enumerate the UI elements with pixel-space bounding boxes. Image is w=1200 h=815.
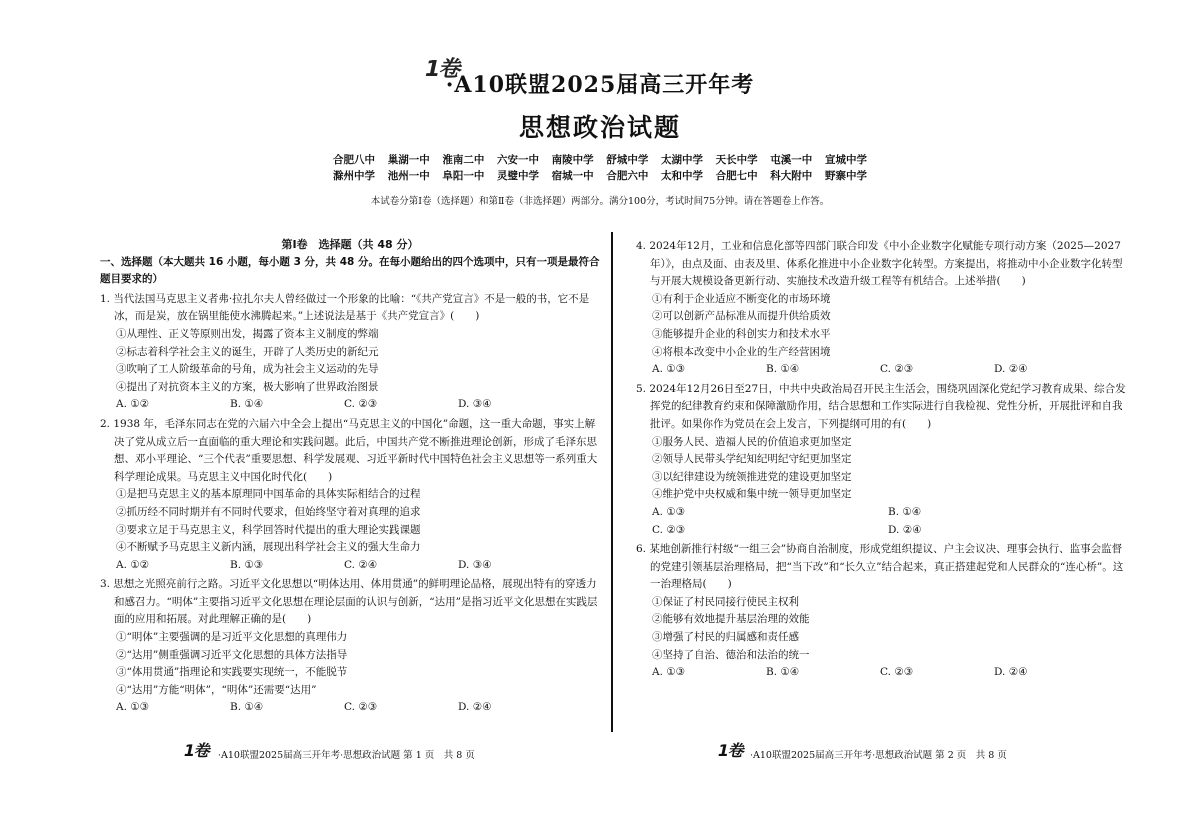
question-text: 1. 当代法国马克思主义者弗·拉扎尔夫人曾经做过一个形象的比喻：“《共产党宣言》不是一般的书，它不是冰，而是炭，放在锅里能使水沸腾起来。”上述说法是基于《共产党宣言》( ) xyxy=(100,292,590,323)
choice-a: A. ①② xyxy=(116,558,150,571)
choice-a: A. ①③ xyxy=(652,666,686,679)
footer-page-2: ·A10联盟2025届高三开年考·思想政治试题 第 2 页 共 8 页 xyxy=(750,750,1007,761)
option: ④维护党中央权威和集中统一领导更加坚定 xyxy=(652,488,852,501)
footer-page-1: ·A10联盟2025届高三开年考·思想政治试题 第 1 页 共 8 页 xyxy=(218,750,475,761)
question-1 xyxy=(100,291,600,414)
option: ①“明体”主要强调的是习近平文化思想的真理伟力 xyxy=(116,631,348,644)
question-text: 6. 某地创新推行村级“一组三会”协商自治制度，形成党组织提议、户主会议决、理事会执行、监事会监督的党建引领基层治理格局，把“当下改”和“长久立”结合起来，真正搭建起党和人民群众的“连心桥”。这一治理格局( ) xyxy=(636,543,1124,591)
choice-d: D. ③④ xyxy=(458,558,492,571)
choice-b: B. ①④ xyxy=(766,666,800,679)
answer-choices xyxy=(100,699,600,717)
option: ②可以创新产品标准从而提升供给质效 xyxy=(652,310,831,323)
footer-logo: 1卷 xyxy=(181,741,213,760)
question-text: 2. 1938 年，毛泽东同志在党的六届六中全会上提出“马克思主义的中国化”命题，这一重大命题，事实上解决了党从成立后一直面临的重大理论和实践问题。此后，中国共产党不断推进理论创新，形成了毛泽东思想、邓小平理论、“三个代表”重要思想、科学发展观、习近平新时代中国特色社会主义思想等一系列重大科学理论成果。马克思主义中国化时代化( ) xyxy=(100,417,598,483)
option: ②“达用”侧重强调习近平文化思想的具体方法指导 xyxy=(116,648,348,661)
answer-choices xyxy=(636,664,1126,682)
question-text: 3. 思想之光照亮前行之路。习近平文化思想以“明体达用、体用贯通”的鲜明理论品格，展现出特有的穿透力和感召力。“明体”主要指习近平文化思想在理论层面的认识与创新，“达用”是指习近平文化思想在实践层面的应用和拓展。对此理解正确的是( ) xyxy=(100,578,598,626)
choice-b: B. ①④ xyxy=(230,398,264,411)
choice-a: A. ①② xyxy=(116,398,150,411)
question-3 xyxy=(100,576,600,717)
question-5 xyxy=(636,381,1126,539)
choice-d: D. ②④ xyxy=(994,363,1028,376)
option: ①服务人民、造福人民的价值追求更加坚定 xyxy=(652,435,852,448)
option: ④不断赋予马克思主义新内涵，展现出科学社会主义的强大生命力 xyxy=(116,541,421,554)
choice-d: D. ②④ xyxy=(458,701,492,714)
choice-d: D. ③④ xyxy=(458,398,492,411)
option: ③能够提升企业的科创实力和技术水平 xyxy=(652,327,831,340)
option: ④坚持了自治、德治和法治的统一 xyxy=(652,648,810,661)
exam-title: ·A10联盟2025届高三开年考 xyxy=(445,72,755,98)
schools-row-1: 合肥八中 巢湖一中 淮南二中 六安一中 南陵中学 舒城中学 太湖中学 天长中学 屯溪一中 宣城中学 xyxy=(333,154,867,166)
column-divider xyxy=(611,232,613,732)
answer-choices xyxy=(100,396,600,414)
choice-b: B. ①③ xyxy=(230,558,264,571)
choice-d: D. ②④ xyxy=(888,523,922,536)
exam-subject: 思想政治试题 xyxy=(518,113,681,142)
choice-b: B. ①④ xyxy=(888,505,922,518)
option: ③以纪律建设为统领推进党的建设更加坚定 xyxy=(652,470,852,483)
option: ①保证了村民同接行使民主权利 xyxy=(652,595,799,608)
footer-logo: 1卷 xyxy=(715,741,747,760)
choice-c: C. ②③ xyxy=(344,398,378,411)
option: ②能够有效地提升基层治理的效能 xyxy=(652,613,810,626)
option: ②标志着科学社会主义的诞生，开辟了人类历史的新纪元 xyxy=(116,345,379,358)
option: ③“体用贯通”指理论和实践要实现统一，不能脱节 xyxy=(116,666,348,679)
answer-choices xyxy=(636,361,1126,379)
question-2 xyxy=(100,416,600,574)
section-instruction: 一、选择题（本大题共 16 小题，每小题 3 分，共 48 分。在每小题给出的四个选项中，只有一项是最符合题目要求的） xyxy=(100,255,600,286)
right-column xyxy=(636,236,1126,682)
option: ④将根本改变中小企业的生产经营困境 xyxy=(652,345,831,358)
choice-a: A. ①③ xyxy=(652,505,686,518)
schools-row-2: 滁州中学 池州一中 阜阳一中 灵璧中学 宿城一中 合肥六中 太和中学 合肥七中 科大附中 野寨中学 xyxy=(333,170,867,182)
choice-c: C. ②④ xyxy=(344,558,378,571)
choice-b: B. ①④ xyxy=(766,363,800,376)
exam-logo: 1卷 xyxy=(421,57,465,82)
option: ②抓历经不同时期并有不同时代要求，但始终坚守着对真理的追求 xyxy=(116,505,421,518)
choice-c: C. ②③ xyxy=(880,363,914,376)
question-text: 5. 2024年12月26日至27日，中共中央政治局召开民主生活会，围绕巩固深化党纪学习教育成果、综合发挥党的纪律教育约束和保障激励作用，结合思想和工作实际进行自我检视、党性分析，开展批评和自我批评。如果你作为党员在会上发言，下列提纲可用的有( ) xyxy=(636,382,1126,430)
exam-note: 本试卷分第Ⅰ卷（选择题）和第Ⅱ卷（非选择题）两部分。满分100分，考试时间75分钟。请在答题卷上作答。 xyxy=(370,196,830,207)
choice-a: A. ①③ xyxy=(116,701,150,714)
left-column xyxy=(100,236,600,717)
question-text: 4. 2024年12月，工业和信息化部等四部门联合印发《中小企业数字化赋能专项行动方案（2025—2027 年）》，由点及面、由表及里、体系化推进中小企业数字化转型。方案提出，将推动中小企业数字化转型与开展大规模设备更新行动、实施技术改造升级工程等有机结合。上述举措( ) xyxy=(636,240,1123,288)
option: ③吹响了工人阶级革命的号角，成为社会主义运动的先导 xyxy=(116,363,379,376)
option: ①有利于企业适应不断变化的市场环境 xyxy=(652,292,831,305)
option: ①是把马克思主义的基本原理同中国革命的具体实际相结合的过程 xyxy=(116,488,421,501)
choice-d: D. ②④ xyxy=(994,666,1028,679)
choice-c: C. ②③ xyxy=(344,701,378,714)
answer-choices xyxy=(636,504,1126,522)
question-6 xyxy=(636,541,1126,682)
option: ④“达用”方能“明体”，“明体”还需要“达用” xyxy=(116,683,317,696)
answer-choices xyxy=(100,557,600,575)
option: ③要求立足于马克思主义，科学回答时代提出的重大理论实践课题 xyxy=(116,523,421,536)
section-title: 第Ⅰ卷 选择题（共 48 分） xyxy=(281,238,419,251)
choice-c: C. ②③ xyxy=(880,666,914,679)
answer-choices xyxy=(636,522,1126,540)
choice-a: A. ①③ xyxy=(652,363,686,376)
option: ①从理性、正义等原则出发，揭露了资本主义制度的弊端 xyxy=(116,327,379,340)
option: ②领导人民带头学纪知纪明纪守纪更加坚定 xyxy=(652,453,852,466)
option: ③增强了村民的归属感和责任感 xyxy=(652,631,799,644)
choice-b: B. ①④ xyxy=(230,701,264,714)
question-4 xyxy=(636,238,1126,379)
option: ④提出了对抗资本主义的方案，极大影响了世界政治图景 xyxy=(116,380,379,393)
choice-c: C. ②③ xyxy=(652,523,686,536)
